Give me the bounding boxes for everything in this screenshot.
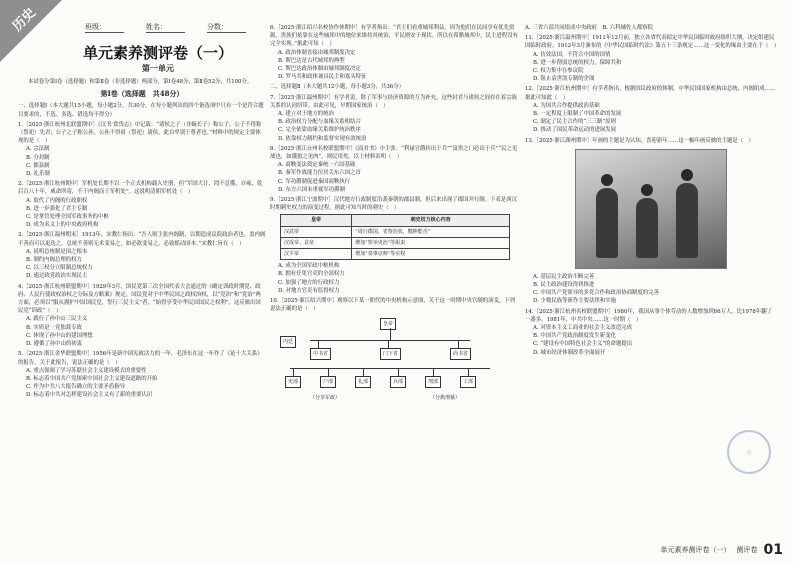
- department-node: 吏部: [285, 376, 301, 388]
- answer-option: D. 依靠权力制约和监督实现有效统治: [278, 135, 367, 142]
- department-node: 兵部: [390, 376, 406, 388]
- answer-option: B. 进一步强化了君主专制: [26, 205, 88, 212]
- question-stem: 7.［2025·浙江温州期中］有学者说，除了军事与经济资源的互为补充，这些封君与诸侯之间存在着宗族关系的认同纽带。由此可见，早期国家统治（ ）: [270, 94, 517, 109]
- department-node: 礼部: [355, 376, 371, 388]
- column-1: [18, 78, 266, 402]
- answer-option: A. 宗法制: [26, 146, 50, 153]
- column-3: [525, 24, 780, 359]
- answer-option: D. 推动了国民革命运动的进展发展: [533, 127, 617, 134]
- question-block: [270, 196, 520, 295]
- diagram-connector: [290, 368, 490, 369]
- ministry-node: 门下省: [380, 348, 401, 360]
- subject-label: 历史: [9, 5, 39, 35]
- answer-option: D. 东方六国未重视军功爵制: [278, 186, 345, 193]
- question-block: [270, 24, 520, 81]
- answer-option: D. 礼乐制: [26, 171, 50, 178]
- answer-option: C. 加强了地方的行政权力: [278, 279, 340, 286]
- answer-option: D. 遵循了孙中山的初衷: [26, 341, 83, 348]
- answer-option: B. 一定程度上限制了中国革命的发展: [533, 111, 622, 118]
- answer-option: B. 标志着中国共产党探索中国社会主义建设道路的开始: [26, 375, 158, 382]
- diagram-connector: [433, 368, 434, 376]
- page-title: 单元素养测评卷（一）: [82, 44, 233, 62]
- question-block: [525, 137, 777, 306]
- answer-option: A. 为国共合作提供政治基础: [533, 102, 600, 109]
- answer-option: D. 罗马共和政体兼具民主和寡头特征: [278, 74, 367, 81]
- answer-option: D. 少数民族等新作主要法律和实施: [533, 298, 617, 305]
- question-block: [525, 308, 777, 357]
- question-stem: 12.［2025·浙江杭州期中］有学者指出，根据国民政府的体制，中华民国国家机构由总统、内阁组成……据此可知此（ ）: [525, 86, 776, 101]
- table-cell: 汉武帝: [281, 226, 352, 237]
- answer-option: C. 斯巴达政治体制由城邦制度决定: [278, 66, 361, 73]
- answer-option: B. 分封制: [26, 154, 50, 161]
- answer-option: C. 军功爵制促进秦国商鞅执行: [278, 178, 351, 185]
- watermark-seal: ◎: [727, 430, 771, 474]
- answer-option: D. 城市经济体制改革全面展开: [533, 349, 606, 356]
- answer-option: B. 斯巴达是古代城邦的典型: [278, 57, 345, 64]
- answer-option: B. 政治权力分配与血缘关系相结合: [278, 119, 361, 126]
- table-cell: 汉成帝、哀帝: [281, 237, 352, 248]
- score-field[interactable]: 分数：: [207, 22, 246, 33]
- inner-court-node: 内廷: [280, 336, 296, 348]
- department-node: 工部: [460, 376, 476, 388]
- question-block: [18, 180, 266, 229]
- figure-silhouette: [636, 198, 658, 258]
- question-stem: 13.［2025·浙江湖州期中］年画的主题是为认知、喜迎新年……这一幅年画反映的主题是（ ）: [525, 137, 754, 144]
- diagram-connector: [328, 368, 329, 376]
- answer-option: B. 拥有任免官吏的全部权力: [278, 271, 345, 278]
- table-row: [281, 237, 510, 248]
- table-cell: “周行郡国，省察治状，黜陟能否”: [352, 226, 510, 237]
- diagram-connector: [388, 340, 389, 348]
- question-block: [18, 283, 266, 349]
- diagram-label: （分享军政）: [310, 394, 341, 401]
- question-stem: 11.［2025·浙江温州期中］1911年12月前，独立各省代表拟定中华民国临时政府组织大纲，决定组建民国临时政府。1912年3月颁布的《中华民国临时约法》第五十三条规定……这一变化的缘由主要在于（ ）: [525, 35, 780, 50]
- question-block: [18, 121, 266, 178]
- answer-option: D. 对地方官吏有监督权力: [278, 287, 340, 294]
- answer-option: A. 践行了孙中山三民主义: [26, 316, 88, 323]
- question-block: [525, 24, 777, 32]
- answer-option: B. 民主政治建设得到推进: [533, 282, 595, 289]
- question-stem: 10.［2025·浙江绍兴期中］观察以下某一朝代的中央机构示意图，关于这一时期中央官制的演变，下列说法正确的是（ ）: [270, 298, 516, 313]
- answer-option: B. 中国共产党政治制度发生新变化: [533, 333, 616, 340]
- emperor-node: 皇帝: [380, 318, 396, 330]
- question-block: [18, 231, 266, 280]
- diagram-connector: [310, 340, 470, 341]
- table-cell: 汉平帝: [281, 249, 352, 260]
- answer-option: C. 是掌管处理全国军政事务的中枢: [26, 214, 109, 221]
- answer-option: C. 作为中共八大报告确立的主要矛盾指导: [26, 384, 126, 391]
- student-info-fields: [85, 22, 246, 33]
- answer-option: D. 标志着中共对怎样建设社会主义有了新的重要认识: [26, 392, 153, 399]
- diagram-connector: [318, 340, 319, 348]
- footer-sub: 测评卷: [736, 546, 758, 554]
- answer-option: A. 仿效法国，不符合中国的国情: [533, 51, 611, 58]
- answer-option: C. “建设有中国特色社会主义”的命题提出: [533, 341, 633, 348]
- question-list-col2: [270, 24, 520, 406]
- question-stem: 1.［2025·浙江杭州北联盟期中］《汉书·食货志》中记载：“诸侯之子（非嫡长子）称公子，公子不得称（祭祀）先君；公子之子称公孙，公孙不得祖（祭祀）诸侯。此自卑别于尊者也。”材料中的规定主要体现的是（ ）: [18, 121, 262, 145]
- page-number: 01: [763, 542, 783, 558]
- figure-head: [641, 184, 653, 196]
- table-cell: 增加“奏事京师”等实权: [352, 249, 510, 260]
- section-instructions: 一、选择题Ⅰ（本大题共15小题，每小题2分，共30分。在每小题列出的四个备选项中只有一个是符合题目要求的，不选、多选、错选均不得分）: [18, 103, 264, 118]
- unit-subtitle: 第一单元: [142, 63, 174, 73]
- question-block: [525, 85, 777, 134]
- answer-option: A. 成为全国军政中枢机构: [278, 263, 340, 270]
- question-stem: 9.［2025·浙江宁波期中］汉代地方行政制度沿袭秦朝的郡县制，但后来出现了郡国并行制。下表是西汉时期刺史权力的演变过程。据此可知当时的刺史（ ）: [270, 197, 517, 212]
- answer-option: A. 重点强调了学习苏联社会主义建设模式的重要性: [26, 367, 147, 374]
- class-field[interactable]: 班级：: [85, 22, 124, 33]
- diagram-label: （分典刑狱）: [430, 394, 461, 401]
- answer-option: B. 进一步削弱总统的权力，保障共和: [533, 59, 622, 66]
- question-stem: 2.［2025·浙江杭州期中］军机处长期不以一个正式机构载入史册，但“军国大计，罔不总揽，自雍、乾后百八十年，威命所寄，不于内阁而于军机处”。这说明清朝军机处（ ）: [18, 181, 263, 196]
- diagram-connector: [293, 368, 294, 376]
- part1-heading: 第Ⅰ卷（选择题 共48分）: [100, 89, 184, 99]
- diagram-connector: [363, 368, 364, 376]
- diagram-connector: [398, 368, 399, 376]
- question-block: [270, 94, 520, 143]
- ministry-node: 尚书省: [450, 348, 471, 360]
- table-cell: 增加“察举吏治”等职责: [352, 237, 510, 248]
- answer-option: A. 取代了内阁的行政职权: [26, 197, 88, 204]
- question-stem: 5.［2025·浙江金华联盟期中］1956年是新中国宪政活力的一年，毛泽东在这一年作了《论十大关系》的报告。关于此报告，说法正确的是（ ）: [18, 351, 263, 366]
- column-2: [270, 24, 520, 410]
- page-footer: [661, 542, 783, 558]
- table-header-row: [281, 215, 510, 226]
- answer-option: A. 说明总统制是国之根本: [26, 248, 88, 255]
- answer-option: A. 基层民主政治不断完善: [533, 273, 595, 280]
- intro-text: 本试卷分第Ⅰ卷（选择题）和第Ⅱ卷（非选择题）两部分，第Ⅰ卷48分，第Ⅱ卷52分，共100分。: [28, 79, 253, 85]
- answer-option: B. 制约内阁总理的权力: [26, 257, 82, 264]
- answer-option: B. 实质是一党独裁专政: [26, 324, 82, 331]
- answer-option: C. 中国共产党领导的多党合作和政治协商制度的完善: [533, 290, 659, 297]
- org-diagram: [270, 318, 520, 406]
- answer-option: A. 政治体制直接由城邦制度决定: [278, 49, 356, 56]
- question-stem: 14.［2025·浙江杭州名校联盟期中］1980年，我国从事个体劳动的人数增加到86万人，比1978年翻了一番多。1981年，中共中央……这一时期（ ）: [525, 308, 772, 323]
- question-stem: 8.［2025·浙江台州名校联盟期中］《商君书》中主张：“利禄官爵抟出于兵”“富贵之门必出于兵”“民之见战也，如饿狼之见肉”，则民用矣。以上材料表明（ ）: [270, 145, 518, 161]
- answer-option: C. 完全依靠血缘关系维护统治秩序: [278, 127, 361, 134]
- department-node: 户部: [320, 376, 336, 388]
- question-list-col3: [525, 24, 780, 357]
- answer-option: C. 郡县制: [26, 162, 50, 169]
- answer-option: D. 通过政党政治实现民主: [26, 273, 88, 280]
- question-block: [18, 350, 266, 399]
- new-year-painting-photo: [575, 149, 727, 269]
- ministry-node: 中书省: [310, 348, 331, 360]
- answer-option: A. 商鞅变法奠定秦统一六国基础: [278, 162, 356, 169]
- question-stem: 6.［2025·浙江绍兴名校协作体期中］有学者指出：“君王们看重城邦利益，因为他们在民间享有优先资源，贵族们依靠在这些城邦中的地位来维持其统治，平民则安于现状。所以在希腊城邦中，民主进程没有完全实现。”据此可知（ ）: [270, 25, 518, 48]
- table-header-cell: 皇帝: [281, 215, 352, 226]
- answer-option: C. 权力集中在参议院: [533, 68, 584, 75]
- table-row: [281, 226, 510, 237]
- question-block: [525, 34, 780, 83]
- answer-option: D. 阻止袁世凯专制的企图: [533, 76, 595, 83]
- answer-option: C. 以三权分立限制总统权力: [26, 265, 93, 272]
- question-stem: A. 三省六部共同组成中央政府 B. 六科辅佐人都察院: [525, 25, 653, 31]
- name-field[interactable]: 姓名：: [146, 22, 185, 33]
- footer-label: 单元素养测评卷（一）: [660, 546, 731, 554]
- table-row: [281, 249, 510, 260]
- question-block: [270, 145, 520, 194]
- table-header-cell: 刺史权力核心内容: [352, 215, 510, 226]
- diagram-connector: [468, 368, 469, 376]
- question-list-col1: [18, 121, 266, 400]
- figure-head: [601, 174, 613, 186]
- question-block: [270, 297, 520, 405]
- answer-option: B. 秦军作战能力位居关东六国之首: [278, 170, 361, 177]
- question-stem: 4.［2025·浙江杭州联盟期中］1929年3月，国民党第三次全国代表大会通过的《确定训政时期党、政府、人民行使政权治权之分际及方略案》规定，国民党对于中华民国之政权治权，以“党治”和“党治”两方面，必须以“服从拥护中国国民党，誓行三民主义”者，“始得享受中华民国国民之权利”。这反映出国民党“训政”（ ）: [18, 283, 261, 315]
- figure-silhouette: [676, 183, 698, 258]
- figure-silhouette: [596, 188, 618, 258]
- answer-option: D. 成为名义上的中央政府机构: [26, 222, 99, 229]
- diagram-connector: [458, 340, 459, 348]
- question-stem: 3.［2025·浙江温州期末］1913年，宋教仁指出：“吾人则主张内阁制，以期造成议院政治者也。盖内阁不善而可以更迭之，总统不善则无术变易之，如必欲变易之，必致摇动国本。”宋教仁旨在（ ）: [18, 232, 266, 247]
- answer-option: C. 体现了孙中山的建国理想: [26, 332, 93, 339]
- section-heading: 二、选择题Ⅱ（本大题共12小题，每小题3分，共36分）: [270, 84, 405, 91]
- answer-option: C. 制定了民主合作的“三三制”原则: [533, 119, 616, 126]
- figure-head: [681, 169, 693, 181]
- answer-option: A. 对资本主义工商业的社会主义改造完成: [533, 325, 632, 332]
- rights-table: [280, 214, 510, 260]
- answer-option: A. 建立对于地方的统治: [278, 111, 334, 118]
- department-node: 刑部: [425, 376, 441, 388]
- diagram-connector: [390, 328, 391, 340]
